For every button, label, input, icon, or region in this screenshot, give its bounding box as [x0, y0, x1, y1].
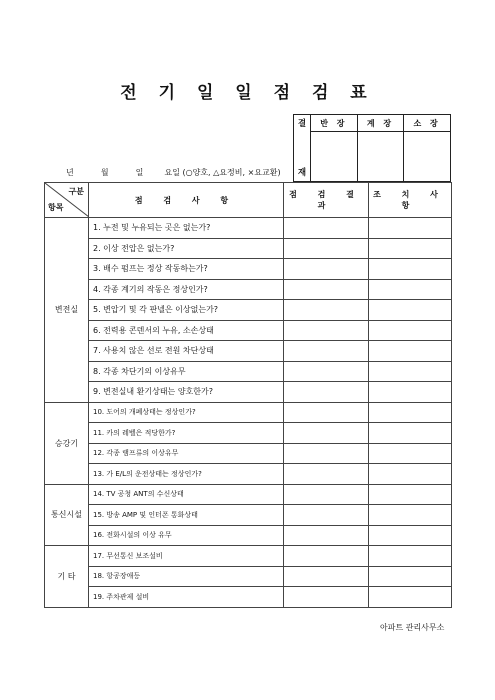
action-cell[interactable] [369, 443, 452, 464]
check-item: 7. 사용치 않은 선로 전원 차단상태 [89, 341, 284, 362]
category-label: 통신시설 [45, 484, 89, 546]
date-year: 년 [66, 168, 74, 177]
result-cell[interactable] [284, 259, 369, 280]
action-cell[interactable] [369, 279, 452, 300]
table-row [45, 525, 452, 546]
table-row [45, 443, 452, 464]
check-item: 12. 각종 램프류의 이상유무 [89, 443, 284, 464]
table-row [45, 382, 452, 403]
corner-bottom-label: 항목 [48, 203, 64, 212]
footer-office: 아파트 관리사무소 [380, 623, 445, 632]
approval-side-top: 결 [294, 115, 311, 132]
action-cell[interactable] [369, 566, 452, 587]
table-row [45, 464, 452, 485]
action-cell[interactable] [369, 218, 452, 239]
check-item: 9. 변전실내 환기상태는 양호한가? [89, 382, 284, 403]
check-item: 8. 각종 차단기의 이상유무 [89, 361, 284, 382]
table-row [45, 587, 452, 608]
date-month: 월 [100, 168, 109, 177]
date-legend: (○양호, △요정비, ×요교환) [182, 168, 281, 177]
header-result: 점 검 결 과 [284, 183, 369, 218]
check-item: 3. 배수 펌프는 정상 작동하는가? [89, 259, 284, 280]
approval-box [293, 114, 451, 182]
corner-top-label: 구분 [68, 187, 84, 196]
table-row [45, 361, 452, 382]
action-cell[interactable] [369, 464, 452, 485]
check-item: 17. 무선통신 보조설비 [89, 546, 284, 567]
result-cell[interactable] [284, 300, 369, 321]
result-cell[interactable] [284, 361, 369, 382]
action-cell[interactable] [369, 238, 452, 259]
approval-sign-3[interactable] [404, 132, 451, 182]
action-cell[interactable] [369, 320, 452, 341]
check-item: 10. 도어의 개폐상태는 정상인가? [89, 402, 284, 423]
approval-col-3: 소 장 [404, 115, 451, 132]
result-cell[interactable] [284, 484, 369, 505]
inspection-table [44, 182, 452, 608]
action-cell[interactable] [369, 259, 452, 280]
result-cell[interactable] [284, 505, 369, 526]
table-row [45, 238, 452, 259]
check-item: 11. 카의 레벨은 적당한가? [89, 423, 284, 444]
action-cell[interactable] [369, 525, 452, 546]
table-row [45, 566, 452, 587]
action-cell[interactable] [369, 546, 452, 567]
table-row [45, 320, 452, 341]
header-items: 점 검 사 항 [89, 183, 284, 218]
result-cell[interactable] [284, 279, 369, 300]
result-cell[interactable] [284, 382, 369, 403]
check-item: 6. 전력용 콘덴서의 누유, 소손상태 [89, 320, 284, 341]
date-day: 일 [135, 168, 144, 177]
check-item: 2. 이상 전압은 없는가? [89, 238, 284, 259]
header-action: 조 치 사 항 [369, 183, 452, 218]
table-row [45, 218, 452, 239]
action-cell[interactable] [369, 505, 452, 526]
date-weekday: 요일 [164, 168, 180, 177]
result-cell[interactable] [284, 423, 369, 444]
action-cell[interactable] [369, 361, 452, 382]
category-label: 기 타 [45, 546, 89, 608]
table-row [45, 300, 452, 321]
result-cell[interactable] [284, 320, 369, 341]
result-cell[interactable] [284, 341, 369, 362]
action-cell[interactable] [369, 402, 452, 423]
table-row [45, 546, 452, 567]
table-row [45, 259, 452, 280]
date-line [66, 167, 281, 178]
check-item: 18. 항공장애등 [89, 566, 284, 587]
check-item: 13. 가 E/L의 운전상태는 정상인가? [89, 464, 284, 485]
action-cell[interactable] [369, 341, 452, 362]
result-cell[interactable] [284, 546, 369, 567]
result-cell[interactable] [284, 218, 369, 239]
category-label: 변전실 [45, 218, 89, 403]
check-item: 19. 주차관제 설비 [89, 587, 284, 608]
result-cell[interactable] [284, 587, 369, 608]
approval-side-bottom: 재 [294, 132, 311, 182]
result-cell[interactable] [284, 525, 369, 546]
action-cell[interactable] [369, 587, 452, 608]
result-cell[interactable] [284, 464, 369, 485]
action-cell[interactable] [369, 484, 452, 505]
result-cell[interactable] [284, 402, 369, 423]
result-cell[interactable] [284, 443, 369, 464]
page-title: 전 기 일 일 점 검 표 [120, 83, 375, 103]
check-item: 14. TV 공청 ANT의 수신상태 [89, 484, 284, 505]
approval-col-2: 계 장 [357, 115, 404, 132]
check-item: 5. 변압기 및 각 판넬은 이상없는가? [89, 300, 284, 321]
category-label: 승강기 [45, 402, 89, 484]
table-row [45, 505, 452, 526]
action-cell[interactable] [369, 382, 452, 403]
check-item: 16. 전화시설의 이상 유무 [89, 525, 284, 546]
header-corner [45, 183, 89, 218]
table-row [45, 402, 452, 423]
table-row [45, 484, 452, 505]
table-header [45, 183, 452, 218]
check-item: 1. 누전 및 누유되는 곳은 없는가? [89, 218, 284, 239]
action-cell[interactable] [369, 423, 452, 444]
check-item: 15. 방송 AMP 및 인터폰 통화상태 [89, 505, 284, 526]
action-cell[interactable] [369, 300, 452, 321]
check-item: 4. 각종 계기의 작동은 정상인가? [89, 279, 284, 300]
approval-sign-2[interactable] [357, 132, 404, 182]
table-row [45, 423, 452, 444]
result-cell[interactable] [284, 566, 369, 587]
approval-col-1: 반 장 [311, 115, 358, 132]
approval-sign-1[interactable] [311, 132, 358, 182]
result-cell[interactable] [284, 238, 369, 259]
table-row [45, 341, 452, 362]
table-row [45, 279, 452, 300]
